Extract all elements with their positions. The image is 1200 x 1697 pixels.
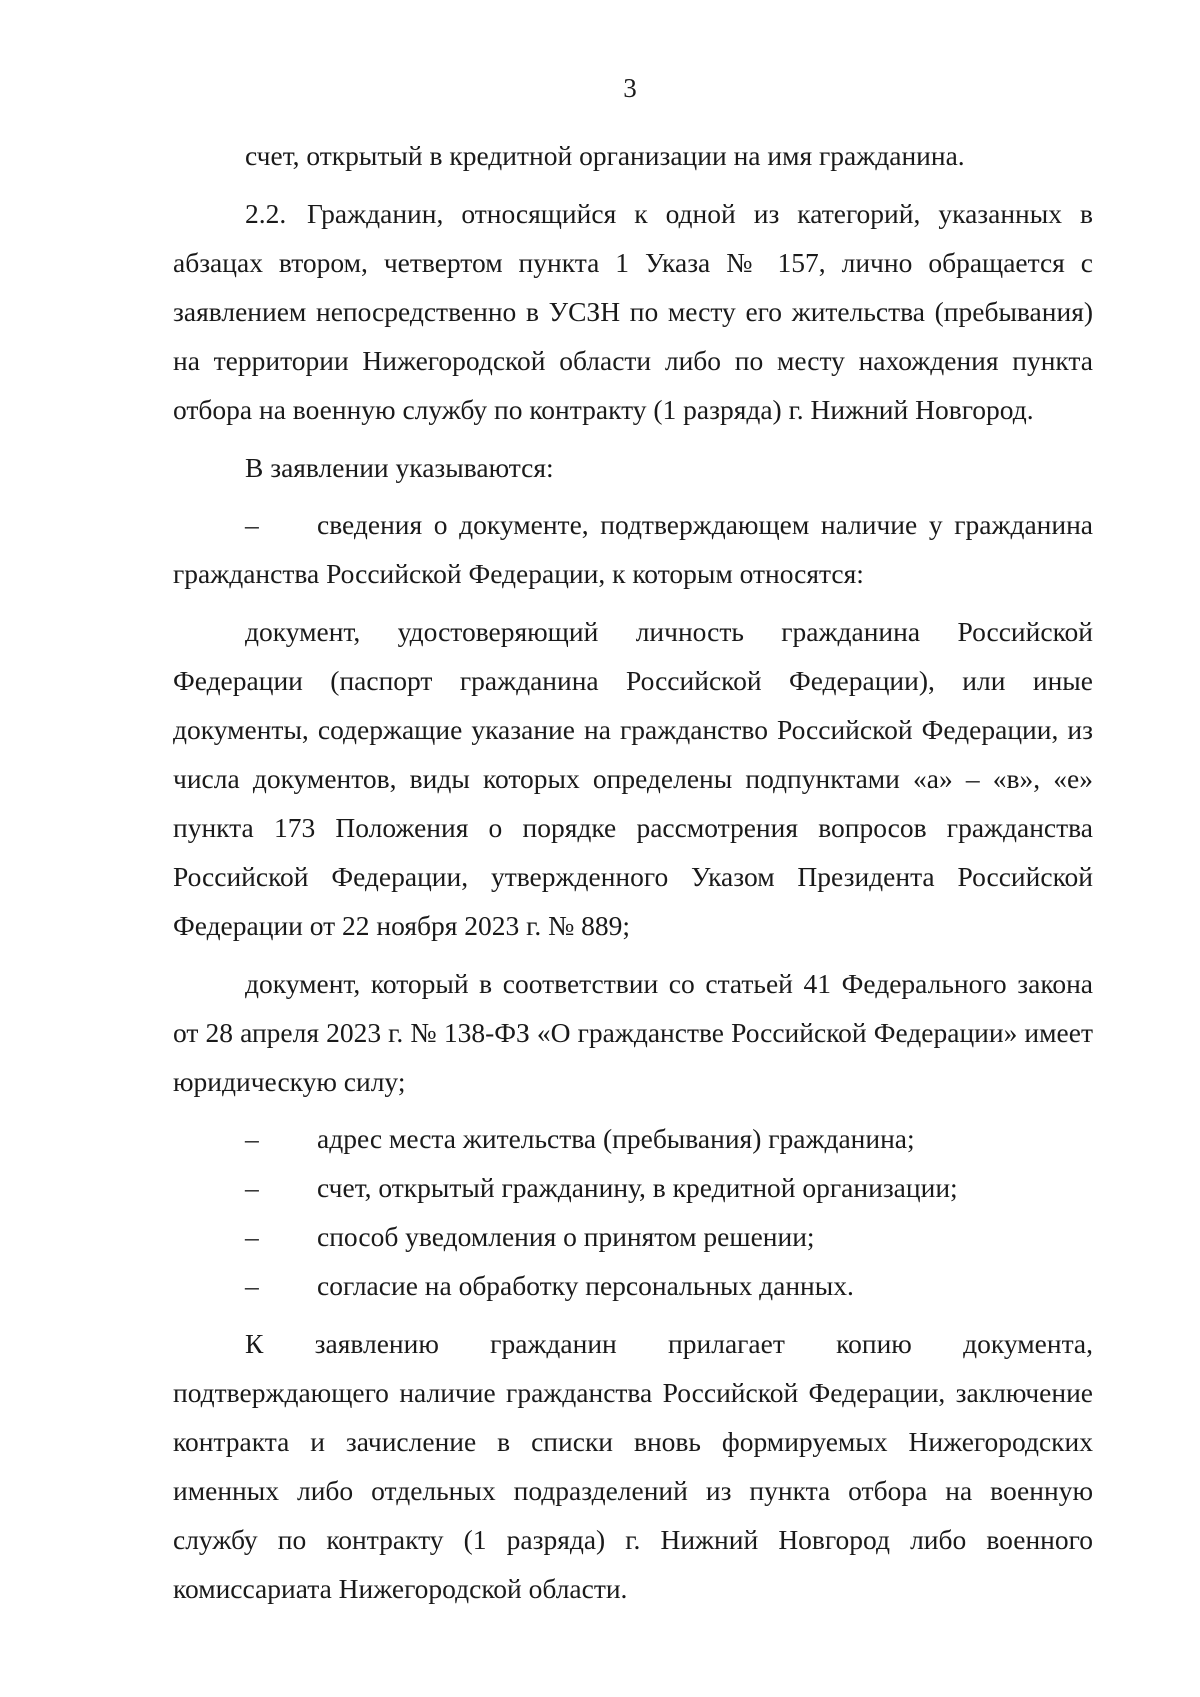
dash-marker: – bbox=[245, 1221, 259, 1252]
list-item-text: сведения о документе, подтверждающем наличие у гражданина гражданства Российской Федерации, к которым относятся: bbox=[173, 509, 1093, 589]
dash-marker: – bbox=[245, 509, 259, 540]
paragraph-account: счет, открытый в кредитной организации на имя гражданина. bbox=[245, 140, 965, 171]
paragraph-2-2-text: Гражданин, относящийся к одной из категорий, указанных в абзацах втором, четвертом пункта 1 Указа № 157, лично обращается с заявлением непосредственно в УСЗН по месту его жительства (пребывания) на территории Нижегородской области либо по месту нахождения пункта отбора на военную службу по контракту (1 разряда) г. Нижний Новгород. bbox=[173, 198, 1093, 425]
paragraph-identity-doc: документ, удостоверяющий личность гражданина Российской Федерации (паспорт гражданина Российской Федерации), или иные документы, содержащие указание на гражданство Российской Федерации, из числа документов, виды которых определены подпунктами «а» – «в», «е» пункта 173 Положения о порядке рассмотрения вопросов гражданства Российской Федерации, утвержденного Указом Президента Российской Федерации от 22 ноября 2023 г. № 889; bbox=[173, 616, 1093, 941]
dash-marker: – bbox=[245, 1270, 259, 1301]
list-item-text: способ уведомления о принятом решении; bbox=[317, 1221, 815, 1252]
list-item-text: адрес места жительства (пребывания) гражданина; bbox=[317, 1123, 915, 1154]
list-item-account bbox=[173, 1163, 1093, 1212]
paragraph-2-2 bbox=[173, 189, 1093, 434]
list-item-consent bbox=[173, 1261, 1093, 1310]
paragraph-statement-intro: В заявлении указываются: bbox=[245, 452, 554, 483]
list-item-notification bbox=[173, 1212, 1093, 1261]
document-body bbox=[173, 131, 1093, 1613]
dash-marker: – bbox=[245, 1172, 259, 1203]
list-item-text: согласие на обработку персональных данных. bbox=[317, 1270, 854, 1301]
clause-number: 2.2. bbox=[245, 198, 287, 229]
list-item-citizenship-doc bbox=[173, 500, 1093, 598]
paragraph-attachments: К заявлению гражданин прилагает копию документа, подтверждающего наличие гражданства Российской Федерации, заключение контракта и зачисление в списки вновь формируемых Нижегородских именных либо отдельных подразделений из пункта отбора на военную службу по контракту (1 разряда) г. Нижний Новгород либо военного комиссариата Нижегородской области. bbox=[173, 1328, 1093, 1604]
paragraph-legal-force-doc: документ, который в соответствии со статьей 41 Федерального закона от 28 апреля 2023 г. № 138-ФЗ «О гражданстве Российской Федерации» имеет юридическую силу; bbox=[173, 968, 1093, 1097]
dash-marker: – bbox=[245, 1123, 259, 1154]
list-item-address bbox=[173, 1114, 1093, 1163]
page-number: 3 bbox=[623, 73, 637, 103]
list-item-text: счет, открытый гражданину, в кредитной организации; bbox=[317, 1172, 958, 1203]
